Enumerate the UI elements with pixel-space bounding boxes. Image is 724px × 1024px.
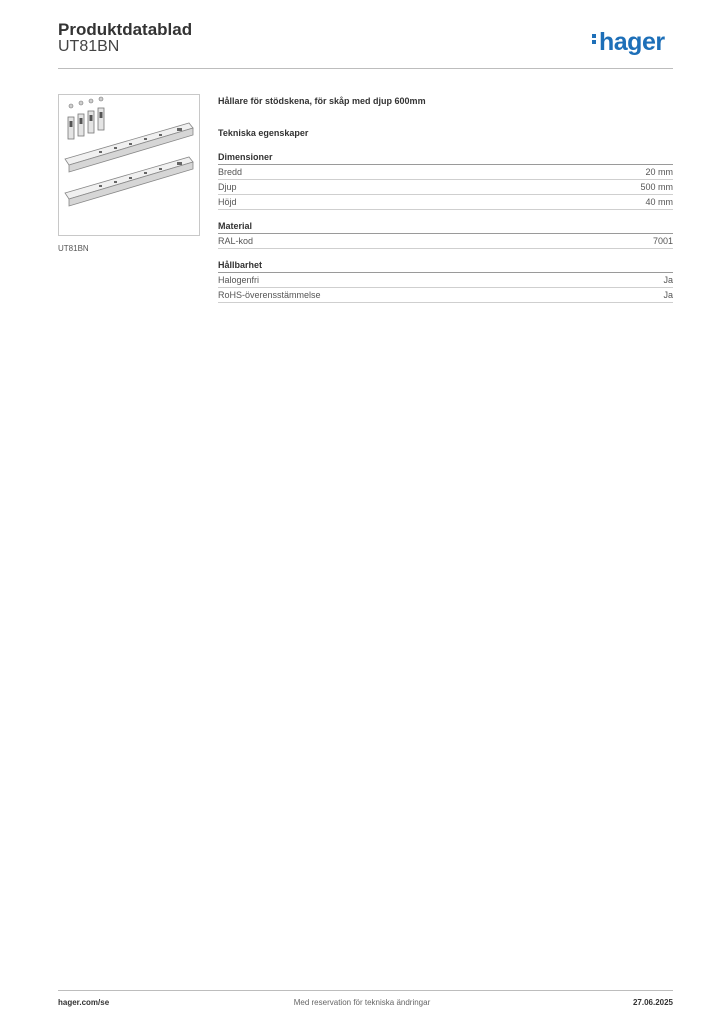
spec-row xyxy=(218,288,673,303)
header-divider xyxy=(58,68,673,69)
spec-value: Ja xyxy=(663,290,673,300)
spec-label: Bredd xyxy=(218,167,243,177)
spec-label: Halogenfri xyxy=(218,275,260,285)
footer-date: 27.06.2025 xyxy=(632,998,673,1007)
spec-group-title: Dimensioner xyxy=(218,152,673,165)
document-title: Produktdatablad xyxy=(58,20,193,39)
spec-group-title: Material xyxy=(218,221,673,234)
spec-group-dimensions xyxy=(218,152,673,210)
footer-divider xyxy=(58,990,673,991)
footer-website-link[interactable]: hager.com/se xyxy=(58,998,110,1007)
spec-value: 500 mm xyxy=(640,182,673,192)
spec-row xyxy=(218,165,673,180)
product-image xyxy=(58,94,200,236)
spec-group-material xyxy=(218,221,673,249)
product-details xyxy=(218,96,673,314)
product-code: UT81BN xyxy=(58,38,120,55)
spec-value: 7001 xyxy=(652,236,673,246)
spec-row xyxy=(218,273,673,288)
footer-disclaimer: Med reservation för tekniska ändringar xyxy=(293,998,431,1007)
spec-row xyxy=(218,234,673,249)
spec-group-title: Hållbarhet xyxy=(218,260,673,273)
section-heading: Tekniska egenskaper xyxy=(218,128,309,138)
logo-text: hager xyxy=(599,28,665,56)
spec-row xyxy=(218,180,673,195)
spec-group-sustainability xyxy=(218,260,673,303)
hager-logo xyxy=(592,28,665,57)
image-caption: UT81BN xyxy=(58,244,89,253)
support-rail-holders-image xyxy=(59,95,199,235)
product-title: Hållare för stödskena, för skåp med djup 600mm xyxy=(218,96,426,106)
spec-label: Höjd xyxy=(218,197,237,207)
spec-value: 20 mm xyxy=(645,167,673,177)
spec-label: RAL-kod xyxy=(218,236,254,246)
spec-value: Ja xyxy=(663,275,673,285)
spec-label: Djup xyxy=(218,182,237,192)
spec-row xyxy=(218,195,673,210)
spec-label: RoHS-överensstämmelse xyxy=(218,290,321,300)
spec-value: 40 mm xyxy=(645,197,673,207)
logo-dots-icon xyxy=(592,32,597,46)
